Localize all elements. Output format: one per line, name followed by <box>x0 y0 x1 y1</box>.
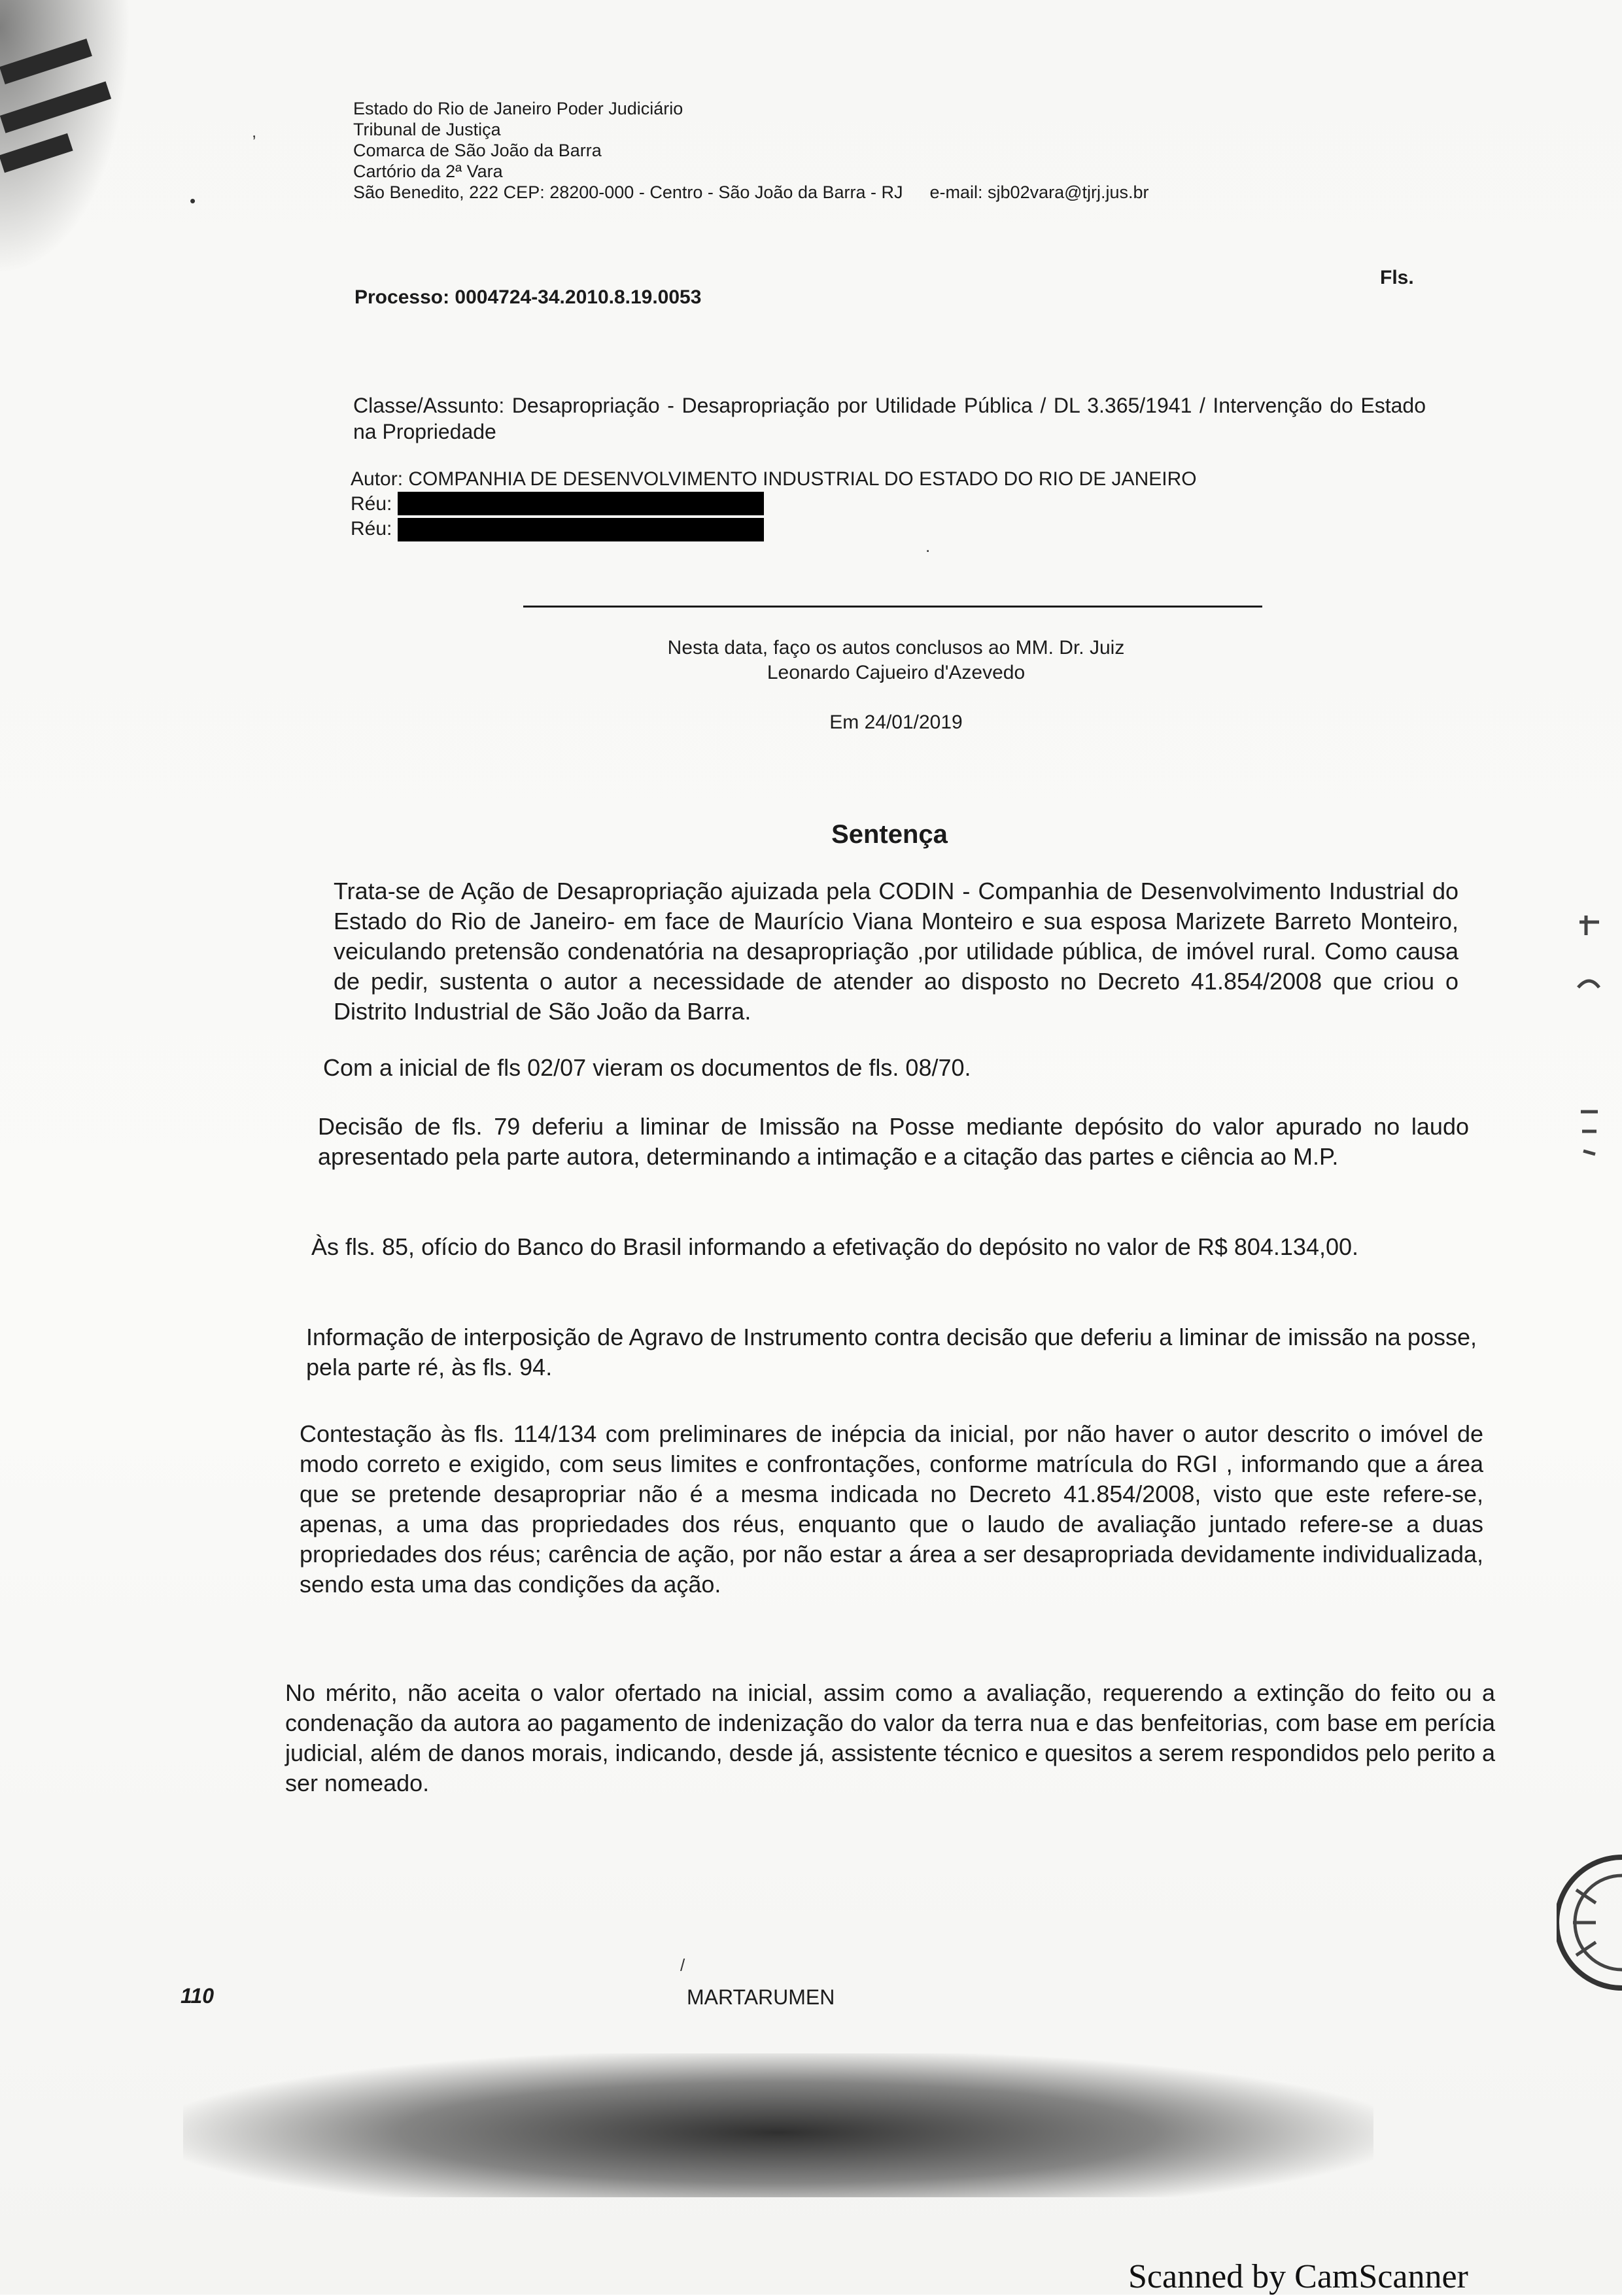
defendant-row <box>351 492 1197 517</box>
scan-bottom-shadow <box>183 2053 1373 2197</box>
author-name: COMPANHIA DE DESENVOLVIMENTO INDUSTRIAL DO ESTADO DO RIO DE JANEIRO <box>408 468 1197 490</box>
page-number: 110 <box>181 1984 215 2008</box>
author-label: Autor: <box>351 468 404 490</box>
header-line: Cartório da 2ª Vara <box>353 162 503 181</box>
redaction-bar <box>398 492 764 515</box>
document-title: Sentença <box>831 820 948 849</box>
paragraph: Decisão de fls. 79 deferiu a liminar de Imissão na Posse mediante depósito do valor apurado no laudo apresentado pela parte autora, determinando a intimação e a citação das partes e ciência ao M.P. <box>318 1113 1469 1170</box>
conclusos-date: Em 24/01/2019 <box>829 711 963 733</box>
margin-stamp-fragment <box>1566 896 1606 1171</box>
header-line: Tribunal de Justiça <box>353 120 501 139</box>
scanner-watermark: Scanned by CamScanner <box>1128 2258 1468 2295</box>
process-number: Processo: 0004724-34.2010.8.19.0053 <box>354 286 702 308</box>
header-line: Comarca de São João da Barra <box>353 141 602 160</box>
defendant-label: Réu: <box>351 493 392 515</box>
stray-mark: • <box>190 191 196 211</box>
horizontal-rule <box>523 606 1262 608</box>
judge-name: Leonardo Cajueiro d'Azevedo <box>767 662 1026 683</box>
defendant-label: Réu: <box>351 518 392 540</box>
paragraph: Trata-se de Ação de Desapropriação ajuizada pela CODIN - Companhia de Desenvolvimento Industrial do Estado do Rio de Janeiro- em face de Maurício Viana Monteiro e sua esposa Marizete Barreto Monteiro, veiculando pretensão condenatória na desapropriação ,por utilidade pública, de imóvel rural. Como causa de pedir, sustenta o autor a necessidade de atender ao disposto no Decreto 41.854/2008 que criou o Distrito Industrial de São João da Barra. <box>334 878 1458 1025</box>
header-line: Estado do Rio de Janeiro Poder Judiciário <box>353 99 683 118</box>
conclusos-note <box>589 636 1203 685</box>
author-row <box>351 467 1197 492</box>
paragraph: Às fls. 85, ofício do Banco do Brasil informando a efetivação do depósito no valor de R$ 804.134,00. <box>311 1233 1359 1260</box>
court-header <box>353 98 1149 203</box>
footer-username: MARTARUMEN <box>687 1985 835 2009</box>
stray-mark: / <box>680 1955 685 1975</box>
redaction-bar <box>398 518 764 541</box>
paragraph: No mérito, não aceita o valor ofertado na inicial, assim como a avaliação, requerendo a extinção do feito ou a condenação da autora ao pagamento de indenização do valor da terra nua e das benfeitorias, com base em perícia judicial, além de danos morais, indicando, desde já, assistente técnico e quesitos a serem respondidos pelo perito a ser nomeado. <box>285 1679 1495 1796</box>
address-text: São Benedito, 222 CEP: 28200-000 - Centro - São João da Barra - RJ <box>353 182 903 202</box>
paragraph: Contestação às fls. 114/134 com preliminares de inépcia da inicial, por não haver o autor descrito o imóvel de modo correto e exigido, com seus limites e confrontações, conforme matrícula do RGI , informando que a área que se pretende desapropriar não é a mesma indicada no Decreto 41.854/2008, visto que este refere-se, apenas, a uma das propriedades dos réus, enquanto que o laudo de avaliação juntado refere-se a duas propriedades dos réus; carência de ação, por não estar a área a ser desapropriada devidamente individualizada, sendo esta uma das condições da ação. <box>300 1420 1483 1598</box>
conclusos-line: Nesta data, faço os autos conclusos ao MM. Dr. Juiz <box>667 637 1125 659</box>
fls-label: Fls. <box>1380 267 1414 288</box>
paragraph: Informação de interposição de Agravo de Instrumento contra decisão que deferiu a liminar de imissão na posse, pela parte ré, às fls. 94. <box>306 1324 1477 1380</box>
official-seal-icon <box>1557 1825 1622 2021</box>
paragraph: Com a inicial de fls 02/07 vieram os documentos de fls. 08/70. <box>323 1054 971 1081</box>
header-address <box>353 182 1149 203</box>
stray-mark: , <box>252 122 257 141</box>
parties-block <box>351 467 1197 541</box>
email-text: e-mail: sjb02vara@tjrj.jus.br <box>929 182 1149 202</box>
stray-mark: . <box>925 536 931 556</box>
classe-assunto: Classe/Assunto: Desapropriação - Desapropriação por Utilidade Pública / DL 3.365/1941 / Intervenção do Estado na Propriedade <box>353 394 1426 443</box>
defendant-row <box>351 517 1197 541</box>
